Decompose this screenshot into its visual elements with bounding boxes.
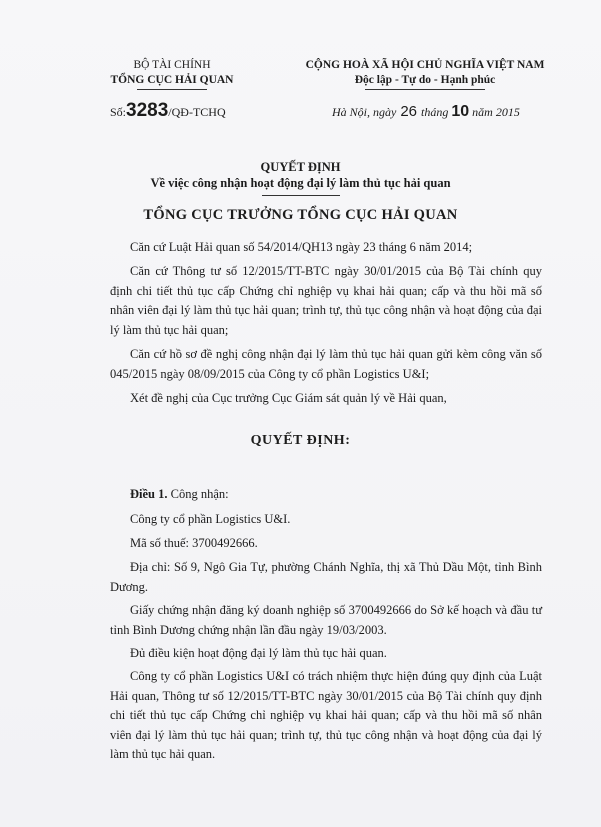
country-name: CỘNG HOÀ XÃ HỘI CHỦ NGHĨA VIỆT NAM [305,59,545,71]
document-number [110,100,226,122]
company-name: Công ty cổ phần Logistics U&I. [130,512,291,526]
decision-title [0,159,601,196]
date-year: năm 2015 [472,105,520,119]
date-day: 26 [400,103,418,120]
responsibility-statement: Công ty cổ phần Logistics U&I có trách nhiệm thực hiện đúng quy định của Luật Hải quan, Thông tư số 12/2015/TT-BTC ngày 30/01/2015 của Bộ Tài chính quy định chi tiết thủ tục cấp Chứng chỉ nghiệp vụ khai hải quan; cấp và thu hồi mã số nhân viên đại lý làm thủ tục hải quan; trình tự, thủ tục công nhận và hoạt động của đại lý làm thủ tục hải quan. [110,669,542,761]
article-1-intro: Công nhận: [167,487,229,501]
article-1-label: Điều 1. [130,487,168,501]
preamble-item: Căn cứ hồ sơ đề nghị công nhận đại lý làm thủ tục hải quan gửi kèm công văn số 045/2015 ngày 08/09/2015 của Công ty cổ phần Logistics U&I; [110,347,542,381]
ministry-name: BỘ TÀI CHÍNH [133,59,211,71]
national-motto: Độc lập - Tự do - Hạnh phúc [354,74,496,86]
national-title-block [290,58,560,90]
document-number-suffix: /QĐ-TCHQ [168,105,226,119]
department-name: TỔNG CỤC HẢI QUAN [110,74,234,86]
decision-subject: Về việc công nhận hoạt động đại lý làm thủ tục hải quan [150,176,451,190]
preamble-item: Căn cứ Thông tư số 12/2015/TT-BTC ngày 30/01/2015 của Bộ Tài chính quy định chi tiết thủ tục cấp Chứng chỉ nghiệp vụ khai hải quan; cấp và thu hồi mã số nhân viên đại lý làm thủ tục hải quan; trình tự, thủ tục công nhận và hoạt động của đại lý làm thủ tục hải quan; [110,264,542,337]
document-number-prefix: Số: [110,105,127,119]
preamble-item: Căn cứ Luật Hải quan số 54/2014/QH13 ngày 23 tháng 6 năm 2014; [130,240,473,254]
date-place: Hà Nội, ngày [332,105,397,119]
title-underline [262,195,340,196]
company-address: Địa chỉ: Số 9, Ngô Gia Tự, phường Chánh Nghĩa, thị xã Thủ Dầu Một, tỉnh Bình Dương. [110,560,542,594]
decision-heading: QUYẾT ĐỊNH [260,160,341,174]
preamble-item: Xét đề nghị của Cục trưởng Cục Giám sát quản lý về Hải quan, [130,391,447,405]
date-month-label: tháng [421,105,449,119]
date-month: 10 [451,103,470,120]
decision-section-heading: QUYẾT ĐỊNH: [250,433,351,448]
motto-underline [365,89,485,90]
authority-underline [137,89,207,90]
issuing-authority-block [82,58,262,90]
issue-date [332,103,520,121]
document-number-value: 3283 [126,100,169,121]
business-registration: Giấy chứng nhận đăng ký doanh nghiệp số 3700492666 do Sở kế hoạch và đầu tư tỉnh Bình Dương chứng nhận lần đầu ngày 19/03/2003. [110,603,542,637]
article-1-heading [110,485,542,505]
eligibility-statement: Đủ điều kiện hoạt động đại lý làm thủ tục hải quan. [130,646,387,660]
signing-authority: TỔNG CỤC TRƯỞNG TỔNG CỤC HẢI QUAN [143,207,458,223]
tax-code: Mã số thuế: 3700492666. [130,536,258,550]
